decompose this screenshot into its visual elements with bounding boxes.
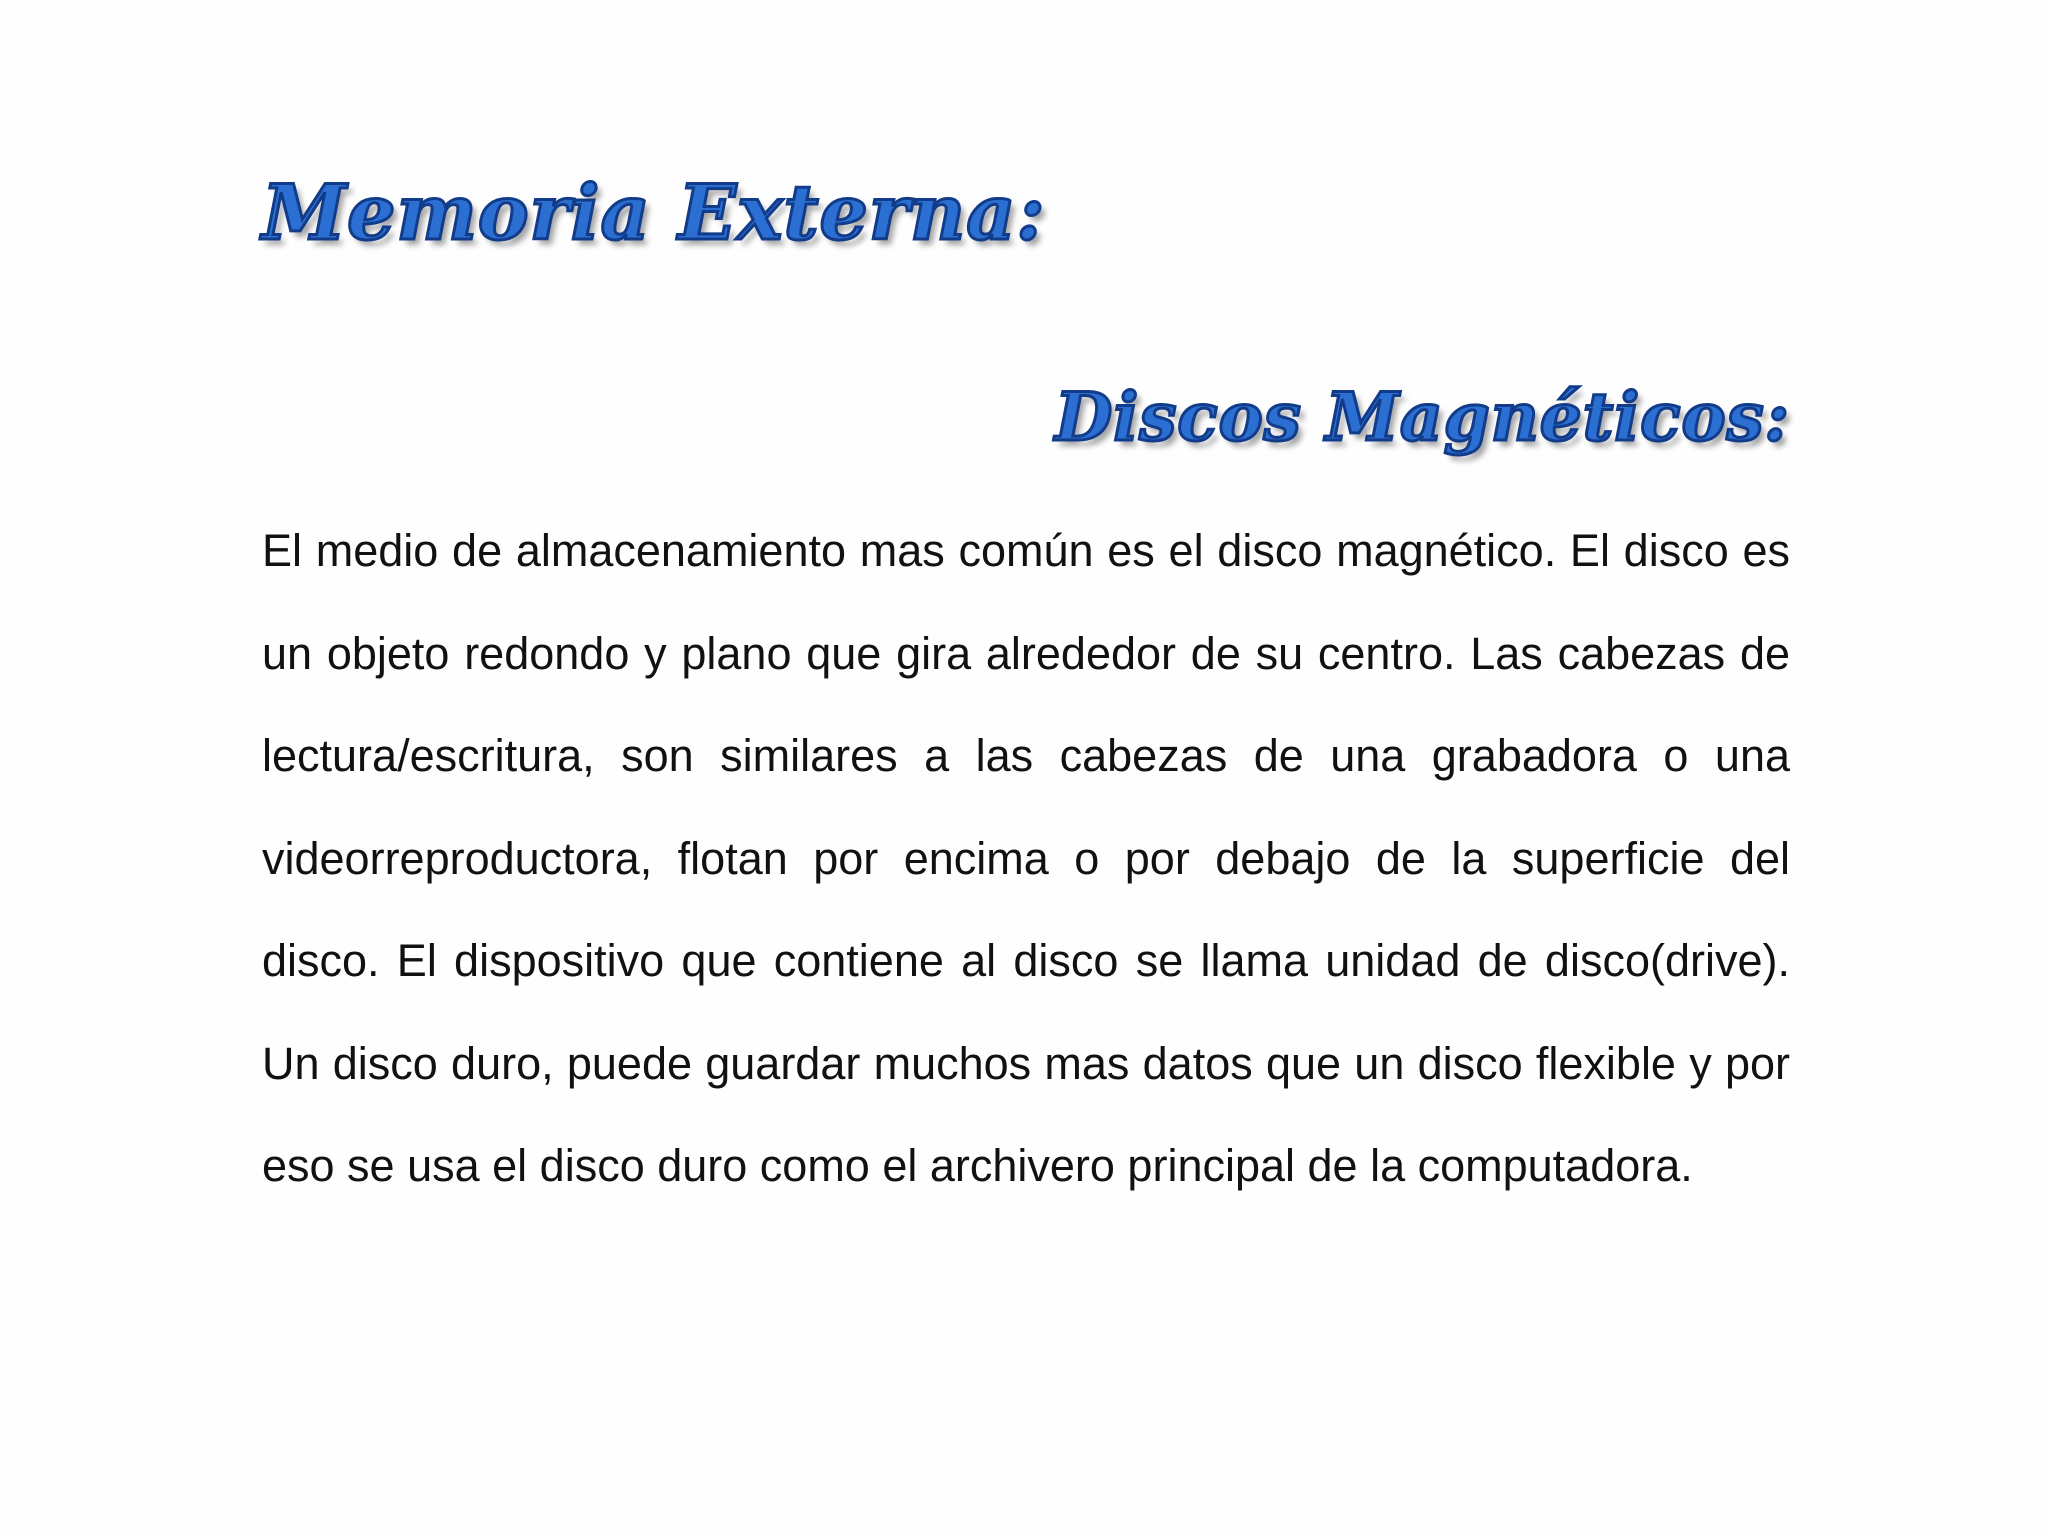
body-paragraph: El medio de almacenamiento mas común es el disco magnético. El disco es un objeto redondo y plano que gira alrededor de su centro. Las cabezas de lectura/escritura, son similares a las cabezas de una grabadora o una videorreproductora, flotan por encima o por debajo de la superficie del disco. El dispositivo que contiene al disco se llama unidad de disco(drive). Un disco duro, puede guardar muchos mas datos que un disco flexible y por eso se usa el disco duro como el archivero principal de la computadora. — [262, 525, 1790, 1191]
section-subtitle: Discos Magnéticos: — [1054, 378, 1790, 456]
slide-title: Memoria Externa: — [262, 168, 1046, 257]
